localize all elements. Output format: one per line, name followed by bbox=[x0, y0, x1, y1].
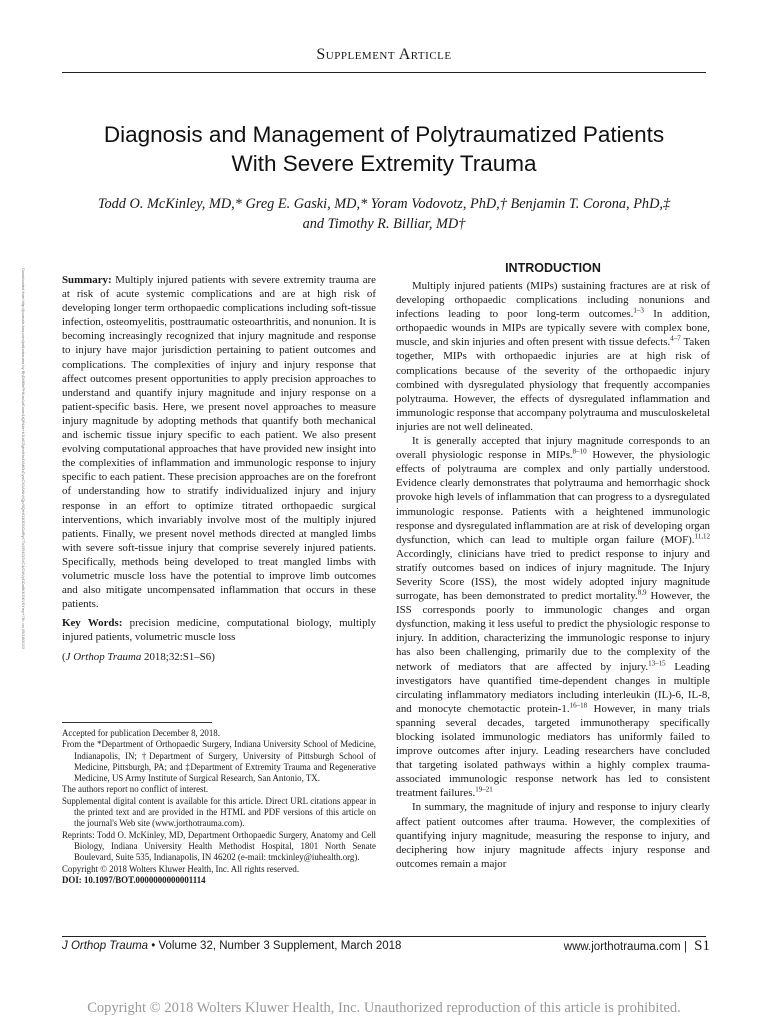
reference: 11,12 bbox=[694, 532, 710, 541]
copyright-note: Copyright © 2018 Wolters Kluwer Health, Inc. All rights reserved. bbox=[62, 863, 300, 874]
footnote-rule bbox=[62, 722, 212, 723]
text: However, in many trials spanning several decades, targeted immunotherapy specifically blocking isolated immunologic mediators has uniformly failed to improve outcomes after injury. Leading researchers have concluded that targeting isolated pathways within a highly complex trauma-associated immunologic response network has led to consistent treatment failures. bbox=[396, 702, 710, 800]
citation-rest: 2018;32:S1–S6) bbox=[144, 651, 215, 664]
reference: 19–21 bbox=[475, 785, 493, 794]
citation-journal: J Orthop Trauma bbox=[65, 651, 142, 664]
summary-paragraph bbox=[62, 273, 376, 611]
title-line-2: With Severe Extremity Trauma bbox=[231, 151, 537, 176]
citation-paren: ( bbox=[62, 651, 66, 664]
accepted-note: Accepted for publication December 8, 2018. bbox=[62, 728, 220, 738]
running-footer bbox=[62, 940, 401, 952]
reprints-note: Reprints: Todd O. McKinley, MD, Department Orthopaedic Surgery, Anatomy and Cell Biology, Indiana University Health Methodist Hospital, 1801 North Senate Boulevard, Suite 535, Indianapolis, IN 46202 (e-mail: tmckinley@iuhealth.org). bbox=[62, 829, 376, 863]
author-list bbox=[62, 194, 706, 234]
text: However, the physiologic effects of polytrauma are complex and only partially understood. Evidence clearly demonstrates that polytrauma and hemorrhagic shock provoke high levels of inflammation that can progress to a dysregulated immunologic response. Patients with a heightened immunologic response and dysregulated inflammation are at risk of developing organ dysfunction, which can lead to multiple organ failure (MOF). bbox=[396, 449, 710, 546]
title-line-1: Diagnosis and Management of Polytraumatized Patients bbox=[103, 122, 665, 147]
reference: 16–18 bbox=[569, 701, 588, 710]
introduction-column bbox=[396, 260, 710, 871]
footer-journal: J Orthop Trauma bbox=[62, 940, 149, 952]
footer-rule bbox=[62, 936, 706, 937]
text: In addition, orthopaedic wounds in MIPs are typically severe with complex bone, muscle, and skin injuries and often present with tissue defects. bbox=[396, 308, 710, 349]
intro-paragraph-2 bbox=[396, 434, 710, 800]
affiliations-note: From the *Department of Orthopaedic Surgery, Indiana University School of Medicine, Indianapolis, IN; †Department of Surgery, University of Pittsburgh School of Medicine, Pittsburgh, PA; and ‡Department of Extremity Trauma and Regenerative Medicine, US Army Institute of Surgical Research, San Antonio, TX. bbox=[62, 739, 376, 784]
footer-website[interactable]: www.jorthotrauma.com bbox=[563, 941, 681, 953]
introduction-heading: INTRODUCTION bbox=[505, 261, 601, 275]
text: Accordingly, clinicians have tried to predict response to injury and stratify outcomes based on indices of injury magnitude. The Injury Severity Score (ISS), the most widely adopted injury magnitude surrogate, has been demonstrated to predict mortality. bbox=[396, 547, 710, 603]
intro-paragraph-3: In summary, the magnitude of injury and response to injury clearly affect patient outcomes after trauma. However, the complexities of quantifying injury magnitude, measuring the response to injury, and deciphering how injury magnitude affects injury response and outcomes remain a major bbox=[396, 801, 710, 870]
footer-issue: • Volume 32, Number 3 Supplement, March 2018 bbox=[151, 940, 402, 952]
text: Taken together, MIPs with orthopaedic injuries are at high risk of complications because of the severity of the orthopaedic injury combined with dysregulated physiology that frequently accompanies polytrauma. However, the effects of dysregulated inflammation and immunologic response that accompany polytrauma and musculoskeletal injuries are not well delineated. bbox=[396, 336, 710, 433]
footer-right bbox=[564, 938, 710, 955]
reference: 1–3 bbox=[633, 306, 644, 315]
authors-line-2: and Timothy R. Billiar, MD† bbox=[302, 216, 466, 232]
summary-label: Summary: bbox=[62, 274, 112, 286]
text: Leading investigators have quantified time-dependent changes in multiple circulating inflammatory mediators including interleukin (IL)-6, IL-8, and monocyte chemotactic protein-1. bbox=[396, 660, 711, 715]
header-rule bbox=[62, 72, 706, 73]
abstract-column bbox=[62, 273, 376, 665]
doi-note: DOI: 10.1097/BOT.0000000000001114 bbox=[62, 874, 206, 885]
copyright-notice: Copyright © 2018 Wolters Kluwer Health, Inc. Unauthorized reproduction of this article is prohibited. bbox=[87, 1000, 681, 1016]
summary-text: Multiply injured patients with severe extremity trauma are at risk of acute systemic complications and are at high risk of developing longer term orthopaedic complications including soft-tissue infection, osteomyelitis, posttraumatic osteoarthritis, and nonunion. It is becoming increasingly recognized that injury magnitude and response to injury have major jurisdiction pertaining to patient outcomes and complications. The complexities of injury and injury response that affect outcomes present opportunities to apply precision approaches to understand and quantify injury magnitude and injury response on a patient-specific basis. Here, we present novel approaches to measure injury magnitude by adopting methods that quantify both mechanical and ischemic tissue injury specific to each patient. We also present evolving computational approaches that have provided new insight into the complexities of inflammation and immunologic response to injury specific to each patient. These precision approaches are on the forefront of understanding how to stratify individualized injury and injury response in an effort to optimize titrated orthopaedic surgical interventions, which invariably involve most of the multiply injured patients. Finally, we present novel methods directed at mangled limbs with severe soft-tissue injury that comprise severely injured patients. Specifically, methods being developed to treat mangled limbs with volumetric muscle loss have the potential to improve limb outcomes and also mitigate uncompensated inflammation that occurs in these patients. bbox=[62, 274, 376, 611]
supplemental-note: Supplemental digital content is available for this article. Direct URL citations appear in the printed text and are provided in the HTML and PDF versions of this article on the journal's Web site (www.jorthotrauma.com). bbox=[62, 795, 376, 829]
page-number: S1 bbox=[694, 938, 710, 954]
reference: 8,9 bbox=[637, 588, 647, 597]
intro-paragraph-1 bbox=[396, 279, 710, 434]
keywords-text: precision medicine, computational biology, multiply injured patients, volumetric muscle loss bbox=[62, 617, 376, 644]
keywords-paragraph bbox=[62, 616, 376, 644]
footnotes bbox=[62, 728, 376, 886]
text: It is generally accepted that injury magnitude corresponds to an overall physiologic response in MIPs. bbox=[396, 435, 710, 462]
reference: 4–7 bbox=[670, 334, 681, 343]
download-sidebar bbox=[6, 268, 46, 828]
citation-paragraph bbox=[62, 650, 376, 664]
reference: 13–15 bbox=[648, 658, 666, 667]
keywords-label: Key Words: bbox=[62, 617, 123, 630]
section-label: Supplement Article bbox=[316, 46, 452, 63]
download-notice: Downloaded from http://journals.lww.com/jorthotrauma by BhDMf5ePHKav1zEoum1tQfN4a+kJLhEZgbsIHo4XMi0hCywCX1AWnYQp/IlQrHD3i3D0OdRyi7TvSFl4Cf3VC4/OAVpDDa8KKGKV0Ymy+78= on 05/18/2023 bbox=[21, 268, 26, 649]
footer-separator: | bbox=[683, 941, 687, 953]
article-title bbox=[62, 120, 706, 178]
authors-line-1: Todd O. McKinley, MD,* Greg E. Gaski, MD,* Yoram Vodovotz, PhD,† Benjamin T. Corona, PhD,‡ bbox=[97, 196, 671, 212]
text: Multiply injured patients (MIPs) sustaining fractures are at risk of developing orthopaedic complications including nonunions and infections leading to poor long-term outcomes. bbox=[396, 280, 710, 321]
text: However, the ISS corresponds poorly to immunologic changes and organ dysfunction, making it less useful to predict the physiologic response to injury. In addition, characterizing the immunologic response to injury has also been challenging, primarily due to the complexity of the network of mediators that are affected by injury. bbox=[396, 590, 710, 673]
conflict-note: The authors report no conflict of interest. bbox=[62, 784, 209, 795]
reference: 8–10 bbox=[572, 447, 587, 456]
